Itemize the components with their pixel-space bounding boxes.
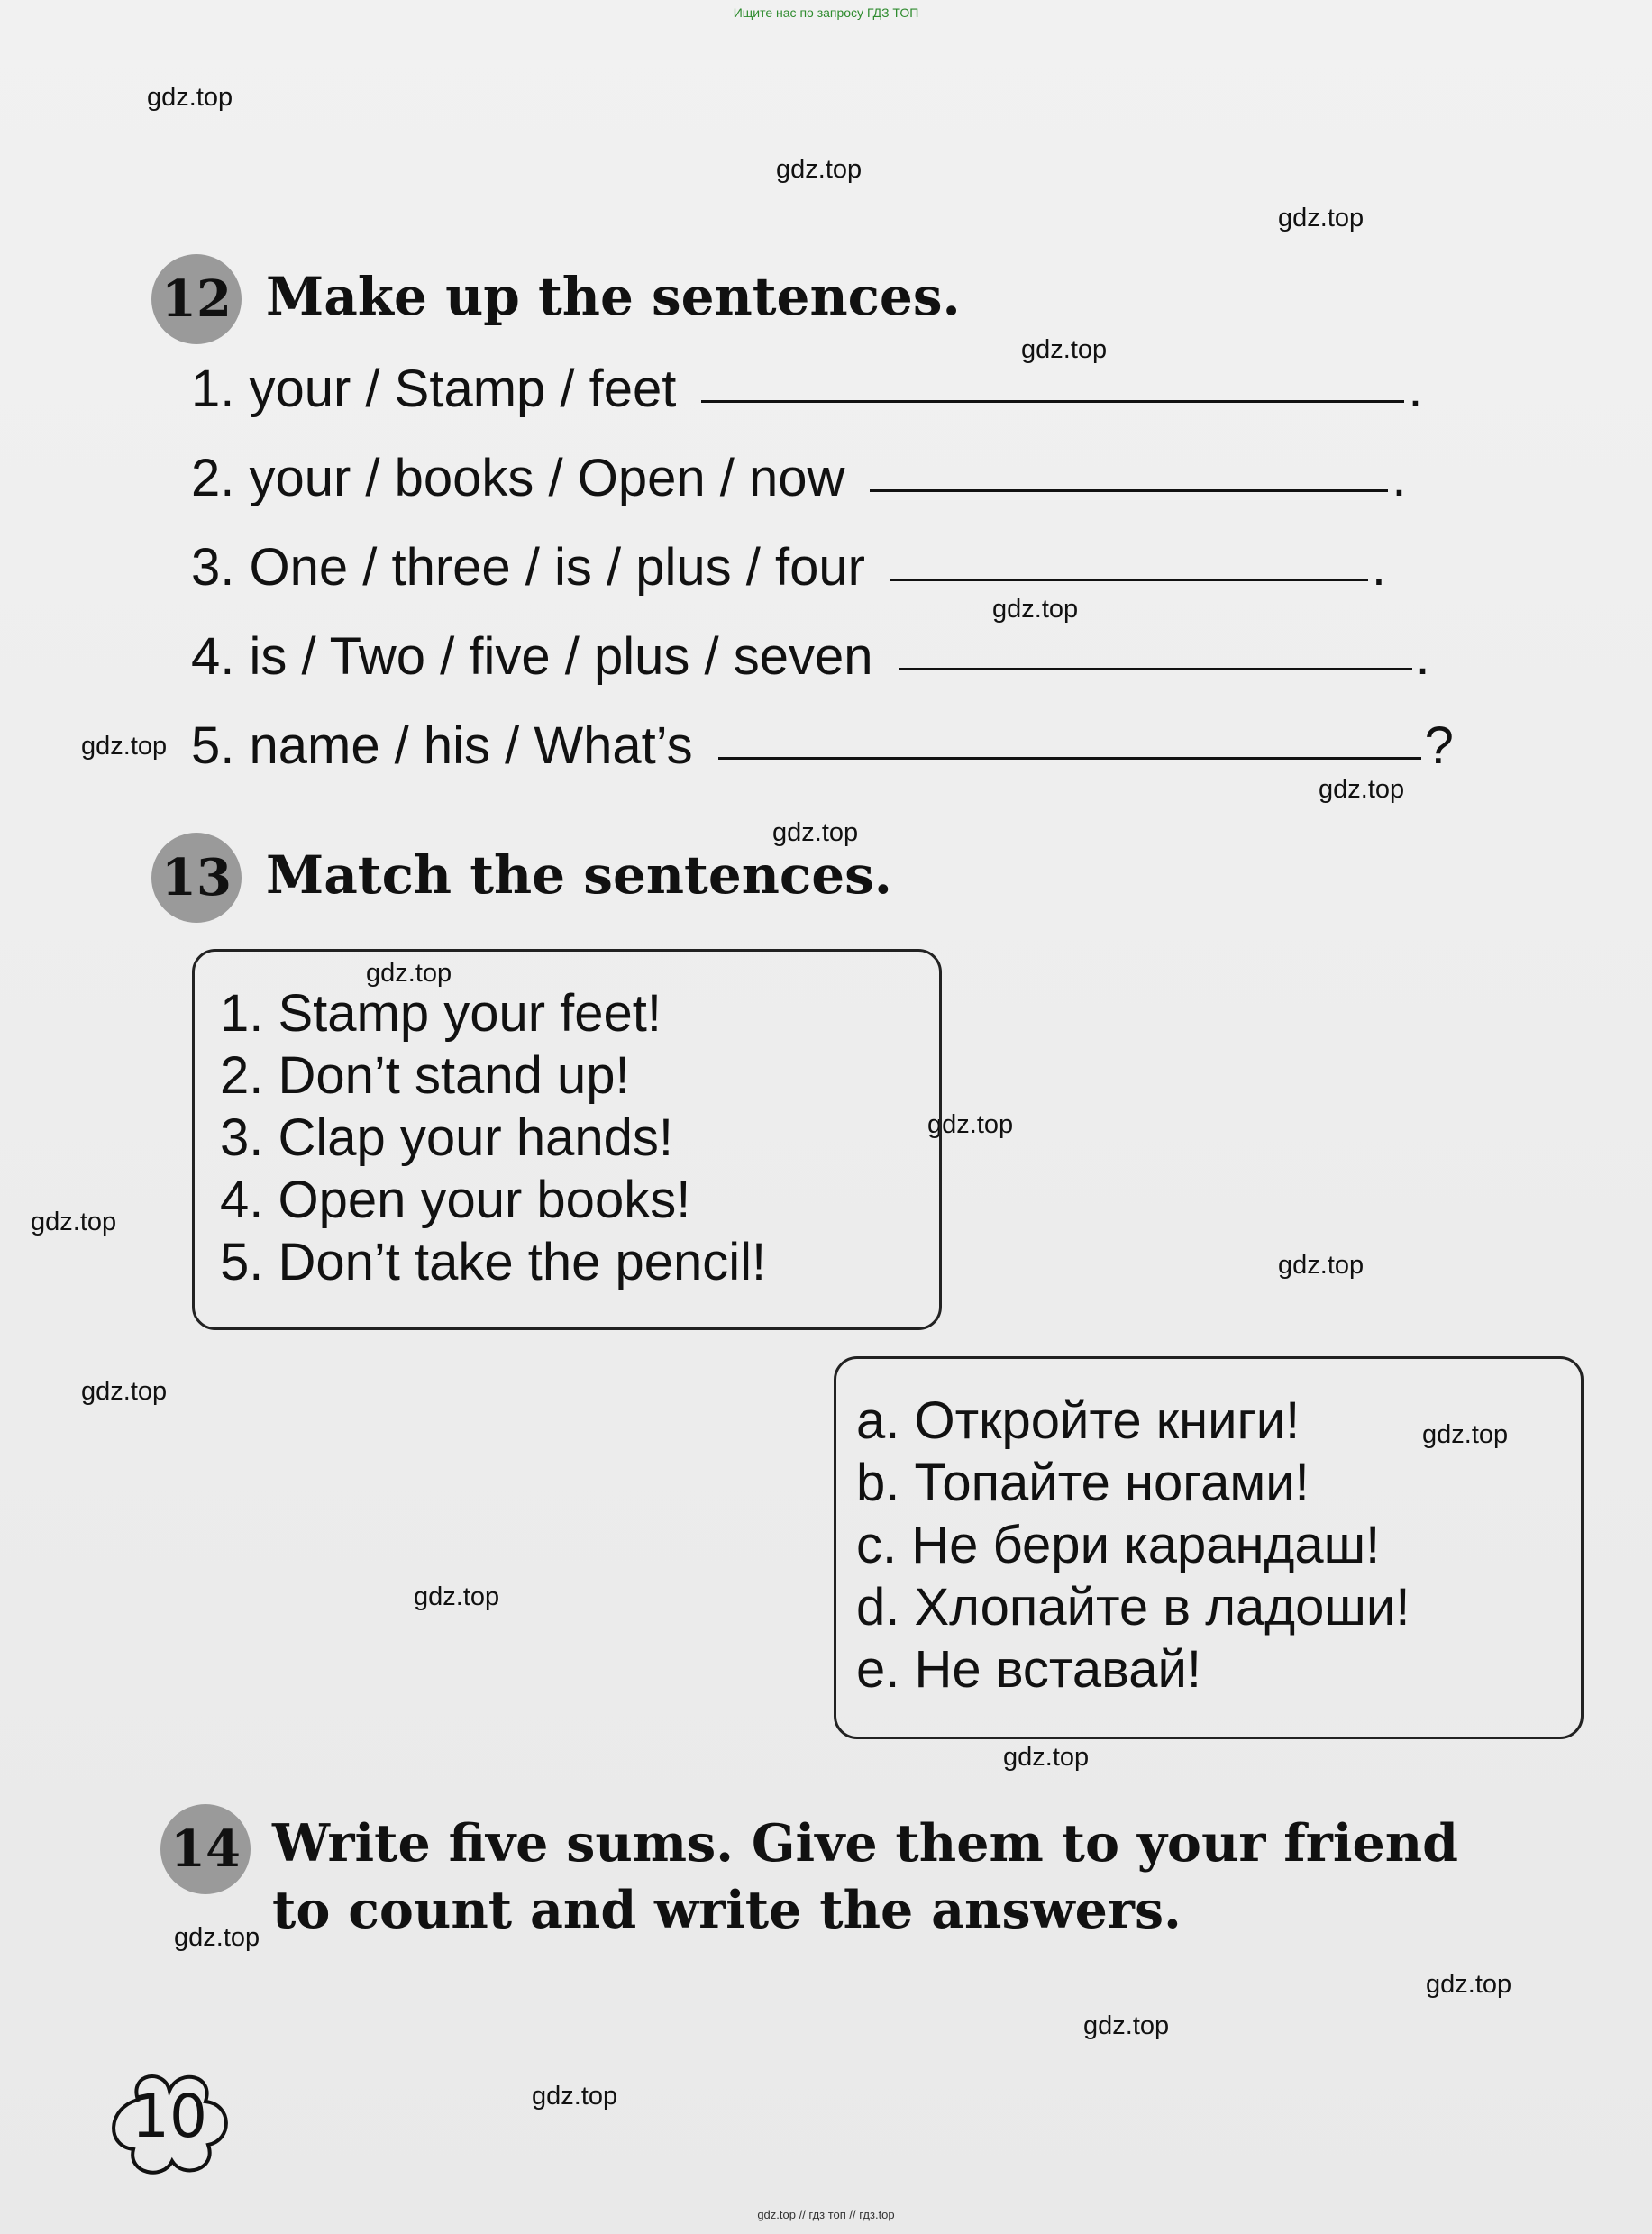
answer-line[interactable] — [890, 578, 1368, 581]
watermark: gdz.top — [366, 959, 452, 988]
watermark: gdz.top — [532, 2082, 618, 2111]
sentence-item-2 — [191, 448, 1407, 508]
watermark: gdz.top — [1278, 1251, 1364, 1280]
english-sentence: 2. Don’t stand up! — [220, 1046, 630, 1105]
exercise-12-title: Make up the sentences. — [266, 266, 961, 327]
english-sentences-box — [192, 949, 942, 1330]
watermark: gdz.top — [1422, 1420, 1509, 1449]
russian-sentence: a. Откройте книги! — [856, 1391, 1301, 1450]
watermark: gdz.top — [414, 1582, 500, 1611]
watermark: gdz.top — [147, 83, 233, 112]
sentence-end: . — [1371, 538, 1387, 597]
sentence-end: . — [1415, 627, 1430, 686]
answer-line[interactable] — [701, 399, 1404, 403]
answer-line[interactable] — [718, 756, 1421, 760]
watermark: gdz.top — [1426, 1970, 1512, 1999]
english-sentence: 4. Open your books! — [220, 1171, 691, 1229]
sentence-text: 5. name / his / What’s — [191, 716, 693, 775]
sentence-text: 3. One / three / is / plus / four — [191, 538, 865, 597]
watermark: gdz.top — [174, 1923, 260, 1952]
answer-line[interactable] — [899, 667, 1412, 670]
watermark: gdz.top — [31, 1208, 117, 1236]
watermark: gdz.top — [1278, 204, 1364, 233]
english-sentence: 5. Don’t take the pencil! — [220, 1233, 767, 1291]
sentence-end: ? — [1424, 716, 1454, 775]
sentence-end: . — [1408, 360, 1423, 418]
english-sentence: 3. Clap your hands! — [220, 1108, 673, 1167]
exercise-13-number: 13 — [151, 833, 242, 923]
exercise-13-title: Match the sentences. — [266, 844, 892, 906]
sentence-item-3 — [191, 537, 1386, 597]
top-watermark: Ищите нас по запросу ГДЗ ТОП — [733, 5, 919, 20]
sentence-text: 1. your / Stamp / feet — [191, 360, 677, 418]
watermark: gdz.top — [1319, 775, 1405, 804]
russian-sentence: d. Хлопайте в ладоши! — [856, 1578, 1410, 1637]
sentence-item-5 — [191, 716, 1454, 776]
russian-sentences-box — [834, 1356, 1584, 1739]
sentence-text: 4. is / Two / five / plus / seven — [191, 627, 873, 686]
russian-sentence: b. Топайте ногами! — [856, 1454, 1310, 1512]
exercise-14-line-1: Write five sums. Give them to your friend — [272, 1813, 1459, 1874]
answer-line[interactable] — [870, 488, 1388, 492]
russian-sentence: e. Не вставай! — [856, 1640, 1202, 1699]
watermark: gdz.top — [772, 818, 859, 847]
russian-sentence: c. Не бери карандаш! — [856, 1516, 1381, 1574]
watermark: gdz.top — [1083, 2011, 1170, 2040]
sentence-text: 2. your / books / Open / now — [191, 449, 845, 507]
bottom-watermark: gdz.top // гдз топ // гдз.top — [757, 2208, 895, 2221]
exercise-12-number: 12 — [151, 254, 242, 344]
watermark: gdz.top — [1003, 1743, 1090, 1772]
sentence-end: . — [1392, 449, 1407, 507]
exercise-14-line-2: to count and write the answers. — [272, 1880, 1182, 1940]
watermark: gdz.top — [776, 155, 863, 184]
watermark: gdz.top — [81, 1377, 168, 1406]
english-sentence: 1. Stamp your feet! — [220, 984, 662, 1043]
watermark: gdz.top — [1021, 335, 1108, 364]
exercise-14-number: 14 — [160, 1804, 251, 1894]
watermark: gdz.top — [992, 595, 1079, 624]
page-number: 10 — [132, 2082, 207, 2151]
sentence-item-1 — [191, 359, 1423, 419]
sentence-item-4 — [191, 626, 1430, 687]
watermark: gdz.top — [927, 1110, 1014, 1139]
watermark: gdz.top — [81, 732, 168, 761]
